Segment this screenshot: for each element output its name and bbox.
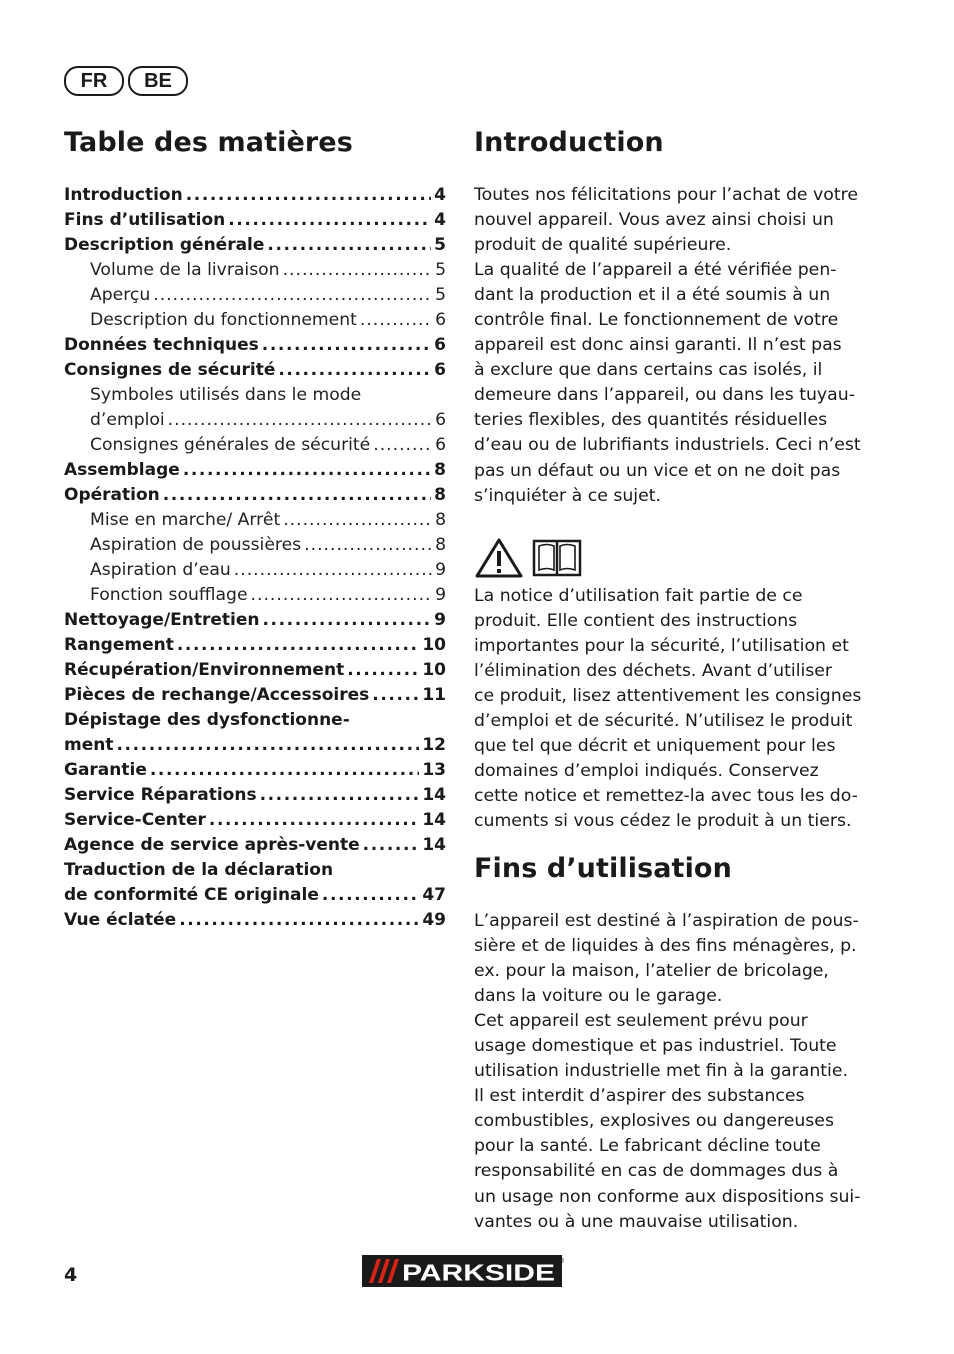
usage-text bbox=[474, 909, 860, 1235]
toc-entry-line bbox=[64, 708, 446, 733]
toc-entry-title: Service Réparations bbox=[64, 785, 257, 805]
toc-entry-title: d’emploi bbox=[90, 410, 165, 430]
toc-leader-dots bbox=[283, 508, 432, 533]
text-line: que tel que décrit et uniquement pour les bbox=[474, 736, 836, 757]
text-line: dans la voiture ou le garage. bbox=[474, 986, 723, 1007]
toc-entry bbox=[64, 308, 446, 333]
toc-entry bbox=[64, 333, 446, 358]
text-line: cuments si vous cédez le produit à un tiers. bbox=[474, 811, 852, 832]
toc-title: Table des matières bbox=[64, 127, 353, 158]
toc-leader-dots bbox=[116, 733, 419, 758]
text-line: responsabilité en cas de dommages dus à bbox=[474, 1161, 839, 1182]
toc-entry bbox=[64, 683, 446, 708]
text-line: d’emploi et de sécurité. N’utilisez le produit bbox=[474, 711, 853, 732]
brand-name: PARKSIDE bbox=[402, 1259, 555, 1286]
toc-entry bbox=[64, 408, 446, 433]
toc-entry bbox=[64, 883, 446, 908]
toc-entry-title: Fins d’utilisation bbox=[64, 210, 226, 230]
toc-entry-title: Aspiration d’eau bbox=[90, 560, 231, 580]
toc-entry-page: 9 bbox=[434, 610, 446, 630]
text-line: Cet appareil est seulement prévu pour bbox=[474, 1011, 808, 1032]
toc-entry-page: 5 bbox=[435, 285, 446, 305]
toc-entry bbox=[64, 833, 446, 858]
toc-entry-title: Description générale bbox=[64, 235, 265, 255]
text-line: usage domestique et pas industriel. Toute bbox=[474, 1036, 837, 1057]
toc-leader-dots bbox=[153, 283, 432, 308]
toc-entry bbox=[64, 783, 446, 808]
toc-entry-title: Consignes de sécurité bbox=[64, 360, 276, 380]
toc-leader-dots bbox=[209, 808, 419, 833]
toc-entry-page: 9 bbox=[435, 585, 446, 605]
text-line: produit. Elle contient des instructions bbox=[474, 611, 798, 632]
toc-entry bbox=[64, 633, 446, 658]
toc-entry-title: Pièces de rechange/Accessoires bbox=[64, 685, 370, 705]
toc-leader-dots bbox=[228, 208, 431, 233]
toc-entry-title: Aspiration de poussières bbox=[90, 535, 302, 555]
text-line: Toutes nos félicitations pour l’achat de votre bbox=[474, 185, 858, 205]
toc-entry-page: 6 bbox=[435, 310, 446, 330]
toc-entry bbox=[64, 483, 446, 508]
toc-entry bbox=[64, 233, 446, 258]
text-line: d’eau ou de lubrifiants industriels. Ceci n’est bbox=[474, 435, 861, 456]
toc-entry-title: Rangement bbox=[64, 635, 174, 655]
toc-leader-dots bbox=[283, 258, 432, 283]
toc-entry bbox=[64, 208, 446, 233]
toc-entry-page: 5 bbox=[435, 260, 446, 280]
toc-entry-title: Traduction de la déclaration bbox=[64, 860, 334, 880]
toc-leader-dots bbox=[372, 683, 419, 708]
toc-entry bbox=[64, 658, 446, 683]
toc-entry-page: 8 bbox=[435, 510, 446, 530]
notice-icons bbox=[474, 537, 582, 583]
toc-entry-page: 10 bbox=[422, 660, 446, 680]
toc-entry-page: 6 bbox=[434, 335, 446, 355]
text-line: demeure dans l’appareil, ou dans les tuyau- bbox=[474, 385, 855, 406]
toc-leader-dots bbox=[260, 783, 420, 808]
text-line: nouvel appareil. Vous avez ainsi choisi un bbox=[474, 210, 834, 231]
lang-badge-fr: FR bbox=[64, 66, 124, 96]
text-line: combustibles, explosives ou dangereuses bbox=[474, 1111, 834, 1132]
toc-leader-dots bbox=[177, 633, 419, 658]
toc-entry-page: 11 bbox=[422, 685, 446, 705]
toc-entry-title: Nettoyage/Entretien bbox=[64, 610, 260, 630]
toc-leader-dots bbox=[278, 358, 431, 383]
toc-entry-page: 6 bbox=[434, 360, 446, 380]
toc-entry-page: 14 bbox=[422, 810, 446, 830]
text-line: utilisation industrielle met fin à la garantie. bbox=[474, 1061, 848, 1082]
toc-entry-line bbox=[64, 383, 446, 408]
toc-leader-dots bbox=[360, 308, 432, 333]
toc-leader-dots bbox=[168, 408, 432, 433]
toc-entry-title: Dépistage des dysfonctionne- bbox=[64, 710, 350, 730]
toc-entry bbox=[64, 533, 446, 558]
text-line: importantes pour la sécurité, l’utilisation et bbox=[474, 636, 849, 657]
text-line: à exclure que dans certains cas isolés, il bbox=[474, 360, 823, 381]
toc-entry-page: 14 bbox=[422, 785, 446, 805]
text-line: vantes ou à une mauvaise utilisation. bbox=[474, 1211, 799, 1232]
toc-entry bbox=[64, 283, 446, 308]
usage-heading: Fins d’utilisation bbox=[474, 853, 732, 884]
registered-mark: ® bbox=[559, 1258, 565, 1265]
toc-entry-page: 8 bbox=[434, 460, 446, 480]
text-line: La notice d’utilisation fait partie de ce bbox=[474, 586, 803, 606]
toc-entry-page: 8 bbox=[435, 535, 446, 555]
toc-entry-title: Opération bbox=[64, 485, 160, 505]
toc-entry-title: Assemblage bbox=[64, 460, 180, 480]
toc-entry-page: 12 bbox=[422, 735, 446, 755]
toc-entry-title: Fonction soufflage bbox=[90, 585, 248, 605]
toc-leader-dots bbox=[267, 233, 431, 258]
toc-entry-title: Introduction bbox=[64, 185, 183, 205]
text-line: La qualité de l’appareil a été vérifiée pen- bbox=[474, 260, 837, 281]
parkside-logo bbox=[362, 1255, 566, 1289]
toc-entry-page: 6 bbox=[435, 435, 446, 455]
toc-entry-title: ment bbox=[64, 735, 114, 755]
text-line: appareil est donc ainsi garanti. Il n’est pas bbox=[474, 335, 842, 356]
toc-leader-dots bbox=[347, 658, 419, 683]
text-line: ce produit, lisez attentivement les consignes bbox=[474, 686, 862, 707]
toc-entry-page: 4 bbox=[434, 210, 446, 230]
text-line: produit de qualité supérieure. bbox=[474, 235, 732, 256]
toc-leader-dots bbox=[304, 533, 432, 558]
text-line: teries flexibles, des quantités résiduelles bbox=[474, 410, 828, 431]
toc-entry-page: 8 bbox=[434, 485, 446, 505]
toc-entry bbox=[64, 508, 446, 533]
warning-triangle-icon bbox=[474, 537, 524, 583]
toc-entry-title: Agence de service après-vente bbox=[64, 835, 360, 855]
toc-entry-page: 6 bbox=[435, 410, 446, 430]
text-line: pour la santé. Le fabricant décline toute bbox=[474, 1136, 821, 1157]
toc-entry-page: 5 bbox=[434, 235, 446, 255]
toc-leader-dots bbox=[150, 758, 419, 783]
toc-entry-title: Données techniques bbox=[64, 335, 259, 355]
text-line: L’appareil est destiné à l’aspiration de pous- bbox=[474, 911, 859, 931]
toc-entry-page: 9 bbox=[435, 560, 446, 580]
toc-entry-title: Volume de la livraison bbox=[90, 260, 280, 280]
open-book-icon bbox=[532, 537, 582, 583]
toc-entry-page: 14 bbox=[422, 835, 446, 855]
toc-leader-dots bbox=[363, 833, 420, 858]
text-line: cette notice et remettez-la avec tous les do- bbox=[474, 786, 858, 807]
text-line: domaines d’emploi indiqués. Conservez bbox=[474, 761, 819, 782]
toc-entry-title: Garantie bbox=[64, 760, 147, 780]
toc-entry bbox=[64, 558, 446, 583]
toc-entry-title: Service-Center bbox=[64, 810, 206, 830]
introduction-text bbox=[474, 183, 861, 509]
toc-leader-dots bbox=[186, 183, 431, 208]
text-line: sière et de liquides à des fins ménagères, p. bbox=[474, 936, 857, 957]
text-line: s’inquiéter à ce sujet. bbox=[474, 485, 661, 506]
toc-list bbox=[64, 183, 446, 933]
toc-entry bbox=[64, 358, 446, 383]
toc-leader-dots bbox=[263, 608, 432, 633]
text-line: l’élimination des déchets. Avant d’utiliser bbox=[474, 661, 833, 682]
toc-entry bbox=[64, 258, 446, 283]
toc-leader-dots bbox=[179, 908, 419, 933]
toc-entry-title: Consignes générales de sécurité bbox=[90, 435, 371, 455]
lang-badge-be: BE bbox=[128, 66, 188, 96]
toc-entry-page: 47 bbox=[422, 885, 446, 905]
toc-entry-title: Symboles utilisés dans le mode bbox=[90, 385, 362, 405]
toc-entry-page: 4 bbox=[434, 185, 446, 205]
toc-leader-dots bbox=[234, 558, 432, 583]
toc-leader-dots bbox=[251, 583, 433, 608]
toc-entry bbox=[64, 458, 446, 483]
toc-leader-dots bbox=[262, 333, 431, 358]
text-line: dant la production et il a été soumis à un bbox=[474, 285, 831, 306]
toc-entry bbox=[64, 808, 446, 833]
text-line: Il est interdit d’aspirer des substances bbox=[474, 1086, 805, 1107]
notice-text bbox=[474, 584, 861, 834]
page-number: 4 bbox=[64, 1264, 78, 1286]
toc-entry-title: Mise en marche/ Arrêt bbox=[90, 510, 281, 530]
toc-entry-title: Aperçu bbox=[90, 285, 151, 305]
toc-entry bbox=[64, 758, 446, 783]
toc-leader-dots bbox=[163, 483, 431, 508]
text-line: contrôle final. Le fonctionnement de votre bbox=[474, 310, 839, 331]
toc-leader-dots bbox=[322, 883, 419, 908]
toc-leader-dots bbox=[373, 433, 432, 458]
toc-entry bbox=[64, 183, 446, 208]
toc-entry-title: de conformité CE originale bbox=[64, 885, 319, 905]
toc-entry bbox=[64, 608, 446, 633]
text-line: ex. pour la maison, l’atelier de bricolage, bbox=[474, 961, 829, 982]
text-line: pas un défaut ou un vice et on ne doit pas bbox=[474, 460, 841, 481]
toc-entry-page: 10 bbox=[422, 635, 446, 655]
toc-entry-line bbox=[64, 858, 446, 883]
toc-entry-title: Récupération/Environnement bbox=[64, 660, 345, 680]
language-badges bbox=[64, 66, 188, 96]
text-line: un usage non conforme aux dispositions sui- bbox=[474, 1186, 861, 1207]
toc-entry bbox=[64, 733, 446, 758]
toc-entry-title: Vue éclatée bbox=[64, 910, 177, 930]
toc-entry bbox=[64, 433, 446, 458]
toc-entry-title: Description du fonctionnement bbox=[90, 310, 357, 330]
toc-entry bbox=[64, 908, 446, 933]
toc-leader-dots bbox=[183, 458, 431, 483]
toc-entry-page: 49 bbox=[422, 910, 446, 930]
toc-entry-page: 13 bbox=[422, 760, 446, 780]
toc-entry bbox=[64, 583, 446, 608]
introduction-heading: Introduction bbox=[474, 127, 664, 158]
